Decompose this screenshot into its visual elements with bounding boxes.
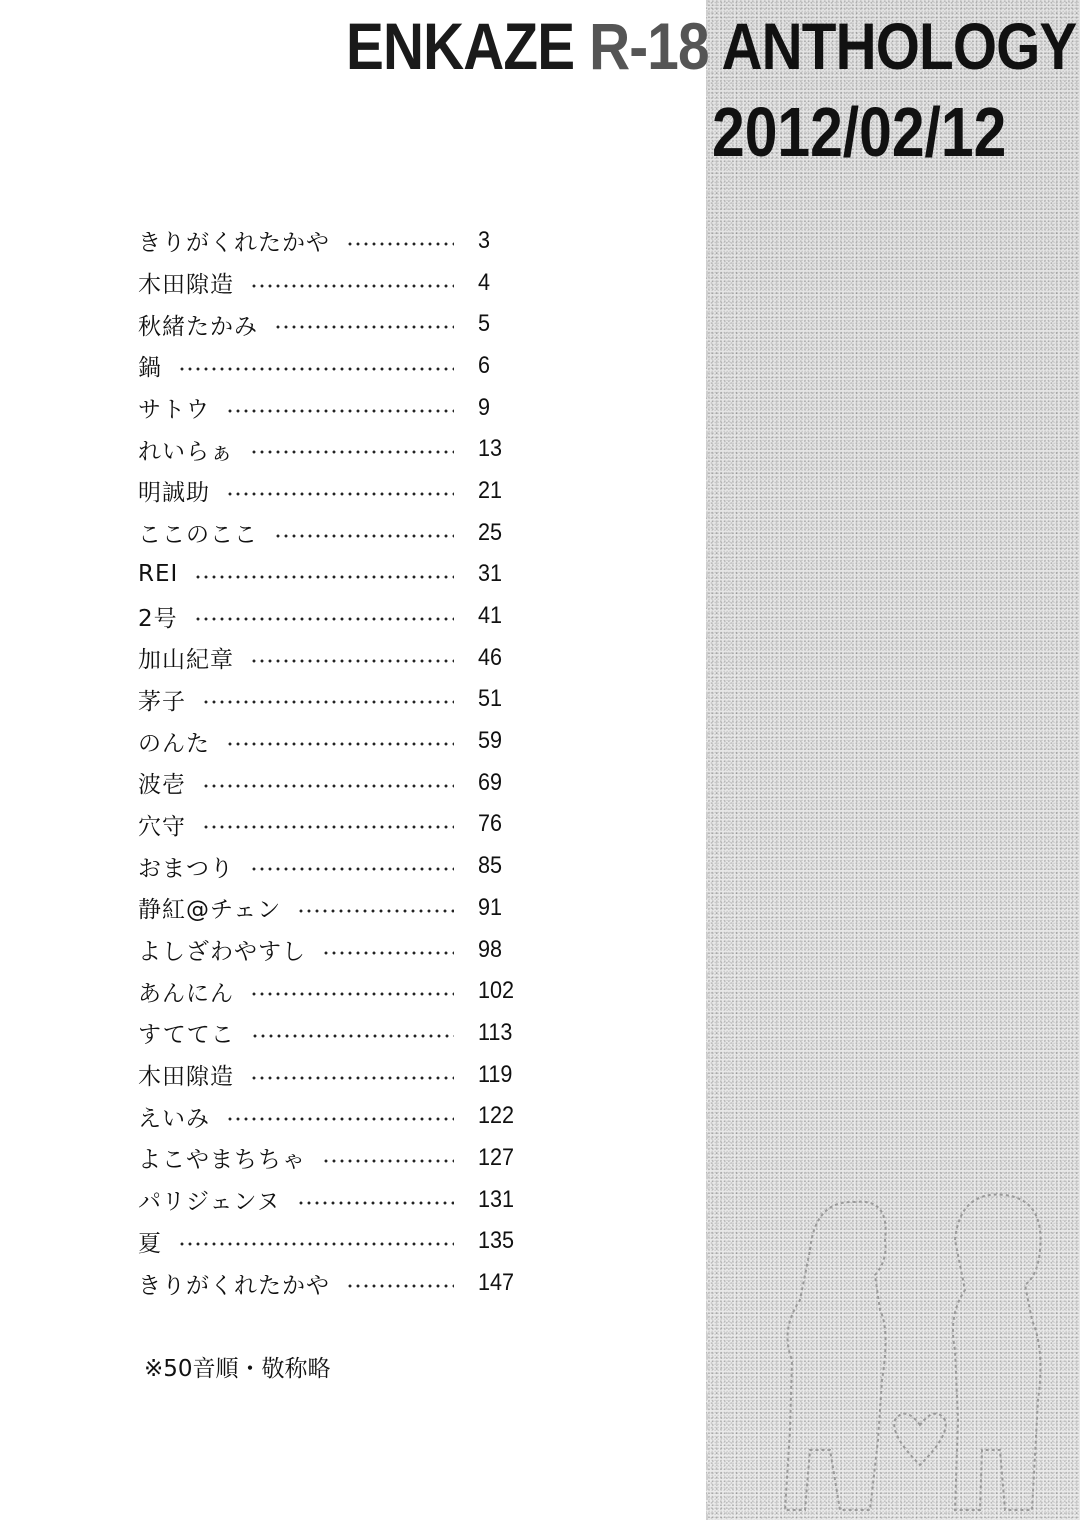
toc-entry <box>138 220 538 262</box>
toc-page-number: 25 <box>478 518 503 546</box>
toc-leader-dots <box>346 242 454 246</box>
toc-page-number: 113 <box>478 1018 513 1046</box>
toc-leader-dots <box>250 284 454 288</box>
toc-page-number: 122 <box>478 1102 515 1130</box>
toc-leader-dots <box>194 575 454 579</box>
toc-page-number: 102 <box>478 977 515 1005</box>
toc-entry <box>138 1012 538 1054</box>
toc-page-number: 6 <box>478 351 491 379</box>
toc-entry <box>138 512 538 554</box>
toc-author-name: 木田隙造 <box>138 1064 234 1091</box>
toc-entry <box>138 303 538 345</box>
toc-author-name: サトウ <box>138 397 210 424</box>
toc-author-name: 明誠助 <box>138 480 210 507</box>
toc-page-number: 131 <box>478 1185 515 1213</box>
toc-entry <box>138 1054 538 1096</box>
toc-entry <box>138 887 538 929</box>
toc-leader-dots <box>202 700 454 704</box>
toc-leader-dots <box>250 450 454 454</box>
toc-page-number: 41 <box>478 602 503 630</box>
toc-leader-dots <box>202 784 454 788</box>
toc-entry <box>138 595 538 637</box>
toc-leader-dots <box>251 1034 454 1038</box>
toc-entry <box>138 470 538 512</box>
toc-author-name: あんにん <box>138 980 234 1007</box>
toc-author-name: 穴守 <box>138 813 186 840</box>
toc-leader-dots <box>322 951 454 955</box>
toc-leader-dots <box>297 909 454 913</box>
toc-author-name: えいみ <box>138 1105 210 1132</box>
toc-entry <box>138 679 538 721</box>
toc-page-number: 51 <box>478 685 503 713</box>
two-characters-illustration <box>770 1180 1070 1520</box>
toc-page-number: 135 <box>478 1227 515 1255</box>
toc-leader-dots <box>274 534 454 538</box>
toc-page-number: 119 <box>478 1060 513 1088</box>
footnote: ※50音順・敬称略 <box>144 1356 331 1382</box>
toc-page-number: 69 <box>478 768 503 796</box>
toc-entry <box>138 804 538 846</box>
toc-leader-dots <box>178 1242 454 1246</box>
toc-leader-dots <box>274 325 454 329</box>
toc-entry <box>138 262 538 304</box>
toc-leader-dots <box>226 492 454 496</box>
toc-leader-dots <box>250 659 454 663</box>
anthology-date: 2012/02/12 <box>712 93 1007 171</box>
toc-entry <box>138 1179 538 1221</box>
toc-entry <box>138 929 538 971</box>
toc-author-name: よこやまちちゃ <box>138 1147 306 1174</box>
toc-author-name: REI <box>138 561 179 588</box>
toc-leader-dots <box>297 1201 454 1205</box>
toc-author-name: すててこ <box>138 1022 235 1049</box>
toc-page-number: 85 <box>478 852 503 880</box>
toc-leader-dots <box>226 409 454 413</box>
toc-entry <box>138 1095 538 1137</box>
toc-author-name: 加山紀章 <box>138 647 234 674</box>
toc-leader-dots <box>202 825 454 829</box>
toc-entry <box>138 970 538 1012</box>
title-header <box>0 0 1080 170</box>
toc-entry <box>138 637 538 679</box>
toc-entry <box>138 1137 538 1179</box>
toc-author-name: ここのここ <box>138 522 258 549</box>
toc-leader-dots <box>226 1117 454 1121</box>
title-word-enkaze: ENKAZE <box>346 9 575 83</box>
toc-author-name: パリジェンヌ <box>138 1189 281 1216</box>
toc-page-number: 9 <box>478 393 491 421</box>
toc-author-name: 秋緒たかみ <box>138 313 258 340</box>
toc-entry <box>138 387 538 429</box>
toc-entry <box>138 345 538 387</box>
toc-leader-dots <box>226 742 454 746</box>
toc-page-number: 46 <box>478 643 503 671</box>
toc-author-name: きりがくれたかや <box>138 230 330 257</box>
toc-author-name: 静紅@チェン <box>138 897 282 924</box>
toc-author-name: 波壱 <box>138 772 186 799</box>
toc-page-number: 21 <box>478 476 503 504</box>
toc-author-name: 2号 <box>138 605 178 632</box>
toc-entry <box>138 1221 538 1263</box>
toc-leader-dots <box>250 992 454 996</box>
toc-entry <box>138 554 538 596</box>
anthology-title <box>346 6 1076 86</box>
toc-page-number: 91 <box>478 893 503 921</box>
toc-entry <box>138 1262 538 1304</box>
toc-entry <box>138 428 538 470</box>
toc-author-name: よしざわやすし <box>138 939 306 966</box>
toc-page-number: 76 <box>478 810 503 838</box>
toc-leader-dots <box>346 1284 454 1288</box>
toc-page-number: 3 <box>478 226 491 254</box>
toc-leader-dots <box>250 1076 454 1080</box>
toc-page-number: 98 <box>478 935 503 963</box>
toc-page-number: 31 <box>478 560 503 588</box>
toc-entry <box>138 720 538 762</box>
toc-author-name: 夏 <box>138 1230 162 1257</box>
title-word-r18: R-18 <box>589 9 709 83</box>
toc-entry <box>138 762 538 804</box>
toc-page-number: 127 <box>478 1143 515 1171</box>
toc-leader-dots <box>322 1159 454 1163</box>
toc-author-name: れいらぁ <box>138 438 234 465</box>
toc-author-name: 木田隙造 <box>138 272 234 299</box>
toc-page-number: 59 <box>478 727 503 755</box>
toc-leader-dots <box>194 617 454 621</box>
toc-entry <box>138 845 538 887</box>
toc-author-name: のんた <box>138 730 210 757</box>
toc-leader-dots <box>178 367 454 371</box>
toc-page-number: 5 <box>478 310 491 338</box>
toc-page-number: 13 <box>478 435 503 463</box>
toc-leader-dots <box>250 867 454 871</box>
toc-author-name: 茅子 <box>138 688 186 715</box>
toc-page-number: 4 <box>478 268 491 296</box>
toc-page-number: 147 <box>478 1269 515 1297</box>
table-of-contents <box>138 220 538 1304</box>
title-word-anthology: ANTHOLOGY <box>721 9 1077 83</box>
toc-author-name: きりがくれたかや <box>138 1272 330 1299</box>
toc-author-name: おまつり <box>138 855 234 882</box>
toc-author-name: 鍋 <box>138 355 162 382</box>
